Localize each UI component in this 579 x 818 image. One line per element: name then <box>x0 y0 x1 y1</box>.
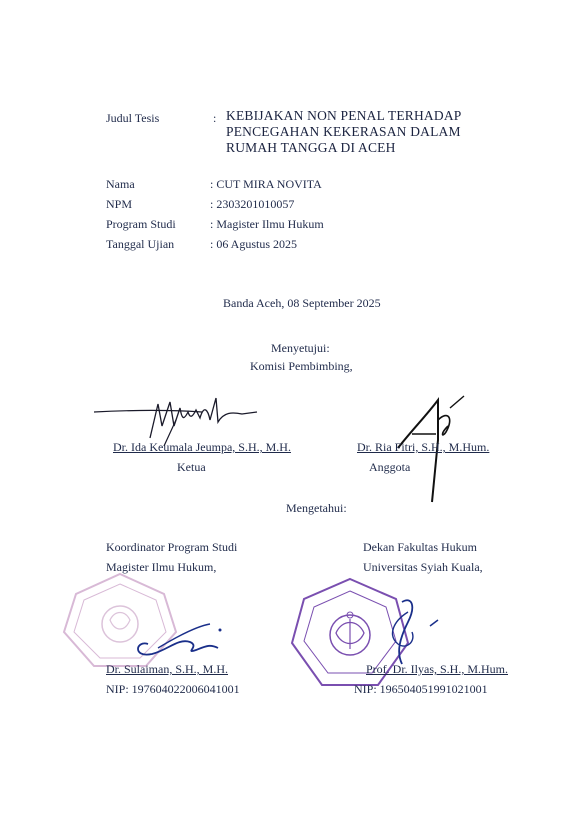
approval-heading: Menyetujui: <box>271 341 330 355</box>
coordinator-title: Koordinator Program Studi <box>106 540 238 554</box>
coordinator-nip: NIP: 197604022006041001 <box>106 682 240 696</box>
thesis-title-line: KEBIJAKAN NON PENAL TERHADAP <box>226 108 462 123</box>
field-value-program: : Magister Ilmu Hukum <box>210 217 324 231</box>
dean-title: Dekan Fakultas Hukum <box>363 540 477 554</box>
field-value-exam-date: : 06 Agustus 2025 <box>210 237 298 251</box>
signatory-ketua-role: Ketua <box>177 460 206 474</box>
signatory-anggota-name: Dr. Ria Fitri, S.H., M.Hum. <box>357 440 490 454</box>
field-label-exam-date: Tanggal Ujian <box>106 237 175 251</box>
thesis-title-colon: : <box>213 111 217 125</box>
thesis-title-label: Judul Tesis <box>106 111 160 125</box>
committee-heading: Komisi Pembimbing, <box>250 359 353 373</box>
signatory-anggota-role: Anggota <box>369 460 411 474</box>
coordinator-program: Magister Ilmu Hukum, <box>106 560 217 574</box>
signature-coordinator <box>118 618 228 663</box>
field-value-name: : CUT MIRA NOVITA <box>210 177 322 191</box>
thesis-title-line: PENCEGAHAN KEKERASAN DALAM <box>226 124 461 139</box>
acknowledge-heading: Mengetahui: <box>286 501 347 515</box>
field-value-npm: : 2303201010057 <box>210 197 295 211</box>
field-label-program: Program Studi <box>106 217 176 231</box>
field-label-name: Nama <box>106 177 135 191</box>
place-date: Banda Aceh, 08 September 2025 <box>223 296 381 310</box>
dean-nip: NIP: 196504051991021001 <box>354 682 488 696</box>
field-label-npm: NPM <box>106 197 133 211</box>
signature-dean <box>372 592 452 672</box>
coordinator-name: Dr. Sulaiman, S.H., M.H. <box>106 662 229 676</box>
dean-name: Prof. Dr. Ilyas, S.H., M.Hum. <box>366 662 509 676</box>
dean-university: Universitas Syiah Kuala, <box>363 560 483 574</box>
signatory-ketua-name: Dr. Ida Keumala Jeumpa, S.H., M.H. <box>113 440 291 454</box>
thesis-title-line: RUMAH TANGGA DI ACEH <box>226 140 396 155</box>
